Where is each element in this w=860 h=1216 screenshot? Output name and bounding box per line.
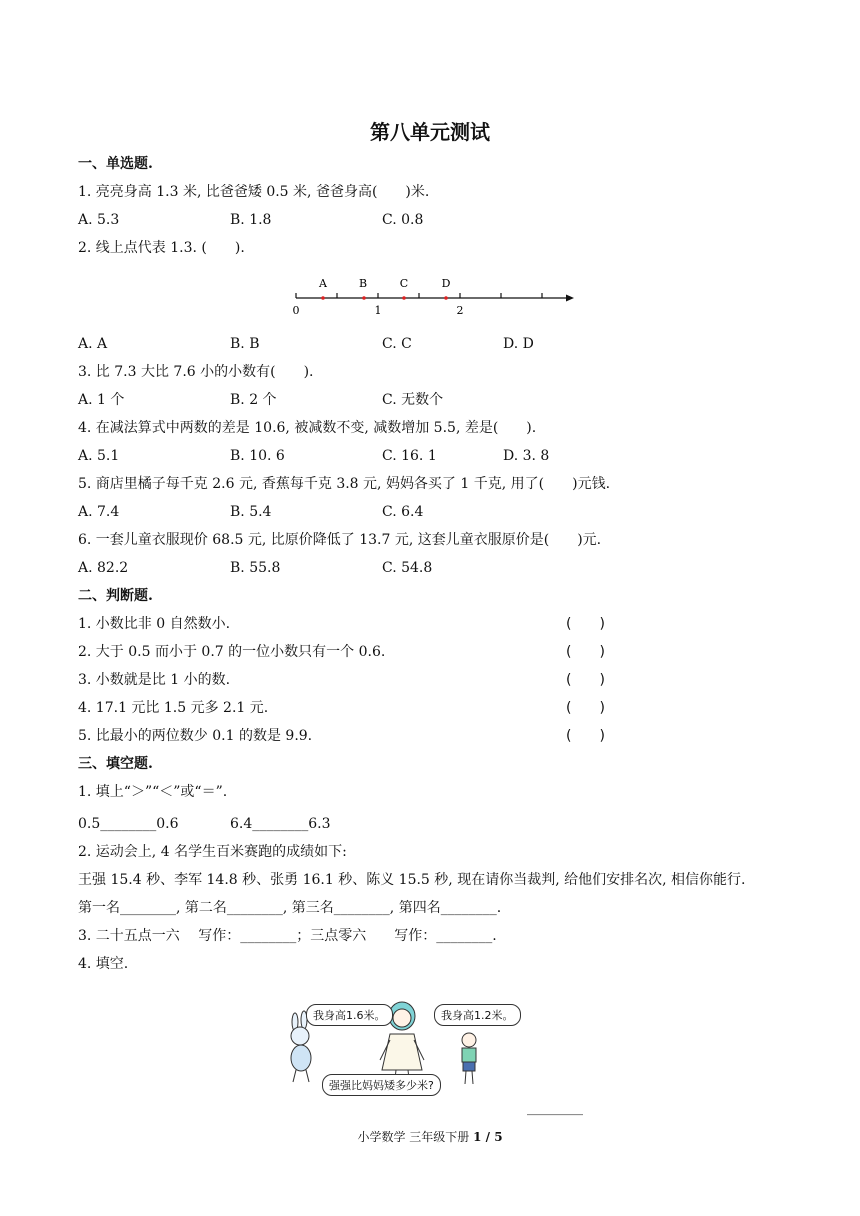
- point-label-a: A: [319, 277, 327, 290]
- option: A. A: [78, 336, 108, 352]
- number-line: [280, 272, 580, 322]
- option: D. 3. 8: [503, 448, 550, 464]
- option: A. 5.3: [78, 212, 120, 228]
- answer-paren[interactable]: ( ): [566, 700, 605, 716]
- page-title: 第八单元测试: [370, 120, 490, 144]
- option: B. 2 个: [230, 392, 277, 408]
- speech-bubble-mom: 我身高1.6米。: [306, 1004, 393, 1026]
- page-footer: [0, 1128, 860, 1145]
- page-number: 1 / 5: [473, 1130, 503, 1144]
- answer-paren[interactable]: ( ): [566, 644, 605, 660]
- footer-text: 小学数学 三年级下册: [357, 1130, 470, 1144]
- option: B. 5.4: [230, 504, 272, 520]
- option: C. 0.8: [382, 212, 424, 228]
- section-heading-single-choice: 一、单选题.: [78, 156, 153, 172]
- option: C. 无数个: [382, 392, 444, 408]
- option: A. 1 个: [78, 392, 125, 408]
- question-4: 4. 在减法算式中两数的差是 10.6, 被减数不变, 减数增加 5.5, 差是( ).: [78, 420, 537, 436]
- question-1: 1. 亮亮身高 1.3 米, 比爸爸矮 0.5 米, 爸爸身高( )米.: [78, 184, 430, 200]
- answer-paren[interactable]: ( ): [566, 672, 605, 688]
- point-label-c: C: [399, 277, 409, 290]
- tf-item: 2. 大于 0.5 而小于 0.7 的一位小数只有一个 0.6.: [78, 644, 386, 660]
- fill-blank-rankings[interactable]: 第一名________, 第二名________, 第三名________, 第四名________.: [78, 900, 502, 916]
- option: C. 16. 1: [382, 448, 437, 464]
- answer-blank[interactable]: ________: [527, 1100, 583, 1116]
- illustration: [270, 996, 530, 1096]
- option: D. D: [503, 336, 534, 352]
- option: A. 7.4: [78, 504, 120, 520]
- tf-item: 4. 17.1 元比 1.5 元多 2.1 元.: [78, 700, 269, 716]
- speech-bubble-question: 强强比妈妈矮多少米?: [322, 1074, 441, 1096]
- option: C. 54.8: [382, 560, 433, 576]
- tick-label-1: 1: [374, 304, 382, 317]
- fill-blank-compare[interactable]: 0.5________0.6: [78, 816, 179, 832]
- section-heading-fill-in: 三、填空题.: [78, 756, 153, 772]
- fill-question-3[interactable]: 3. 二十五点一六 写作：________；三点零六 写作：________.: [78, 928, 497, 944]
- option: B. 10. 6: [230, 448, 285, 464]
- tick-label-2: 2: [456, 304, 464, 317]
- question-6: 6. 一套儿童衣服现价 68.5 元, 比原价降低了 13.7 元, 这套儿童衣服原价是( )元.: [78, 532, 602, 548]
- speech-bubble-boy: 我身高1.2米。: [434, 1004, 521, 1026]
- section-heading-true-false: 二、判断题.: [78, 588, 153, 604]
- fill-question-4: 4. 填空.: [78, 956, 129, 972]
- point-label-d: D: [441, 277, 451, 290]
- answer-paren[interactable]: ( ): [566, 728, 605, 744]
- fill-question-2: 2. 运动会上, 4 名学生百米赛跑的成绩如下:: [78, 844, 347, 860]
- boy-icon: [462, 1033, 476, 1084]
- fill-question-2-detail: 王强 15.4 秒、李军 14.8 秒、张勇 16.1 秒、陈义 15.5 秒, 现在请你当裁判, 给他们安排名次, 相信你能行.: [78, 872, 746, 888]
- tf-item: 3. 小数就是比 1 小的数.: [78, 672, 231, 688]
- answer-paren[interactable]: ( ): [566, 616, 605, 632]
- tick-label-0: 0: [292, 304, 300, 317]
- option: C. C: [382, 336, 412, 352]
- tf-item: 1. 小数比非 0 自然数小.: [78, 616, 231, 632]
- option: A. 5.1: [78, 448, 120, 464]
- fill-question-1: 1. 填上“＞”“＜”或“＝”.: [78, 784, 228, 800]
- fill-blank-compare[interactable]: 6.4________6.3: [230, 816, 331, 832]
- option: B. B: [230, 336, 260, 352]
- option: B. 55.8: [230, 560, 281, 576]
- option: A. 82.2: [78, 560, 129, 576]
- option: C. 6.4: [382, 504, 424, 520]
- tf-item: 5. 比最小的两位数少 0.1 的数是 9.9.: [78, 728, 313, 744]
- question-3: 3. 比 7.3 大比 7.6 小的小数有( ).: [78, 364, 314, 380]
- question-2: 2. 线上点代表 1.3. ( ).: [78, 240, 245, 256]
- question-5: 5. 商店里橘子每千克 2.6 元, 香蕉每千克 3.8 元, 妈妈各买了 1 千克, 用了( )元钱.: [78, 476, 611, 492]
- point-label-b: B: [358, 277, 368, 290]
- option: B. 1.8: [230, 212, 272, 228]
